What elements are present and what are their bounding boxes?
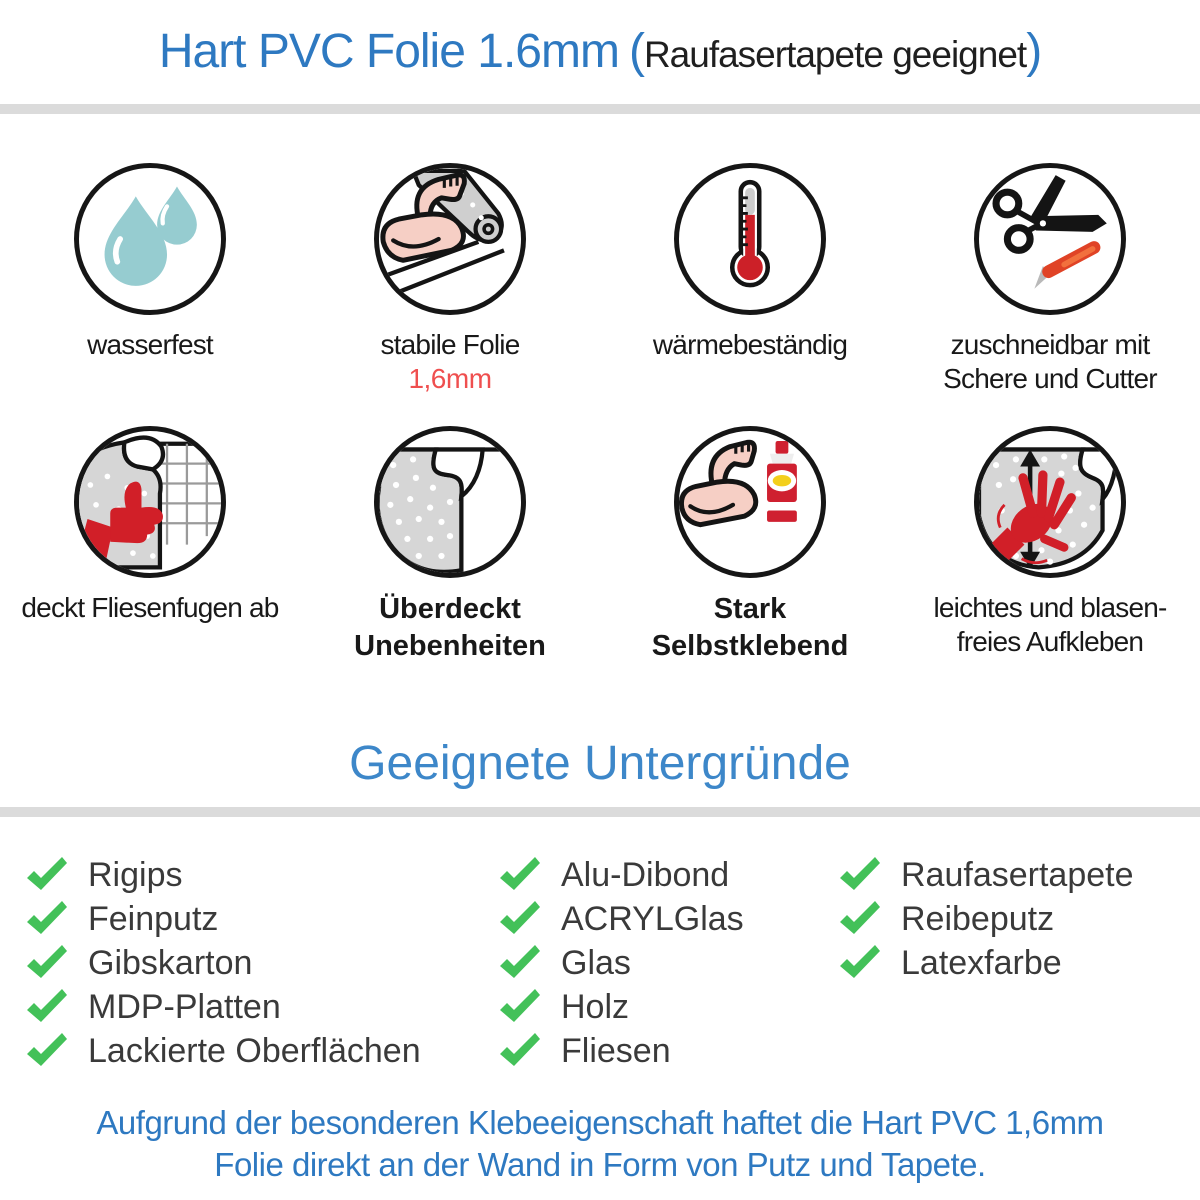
tile-thumb-icon	[74, 426, 226, 578]
feature-label-line2: Unebenheiten	[354, 630, 546, 662]
list-item	[838, 897, 1134, 941]
water-drops-icon	[74, 163, 226, 315]
divider-bar	[0, 807, 1200, 817]
feature-label: Überdeckt	[379, 593, 521, 625]
page-title	[0, 24, 1200, 79]
list-item	[25, 853, 421, 897]
substrate-label: Alu-Dibond	[561, 855, 730, 894]
feature-bubble-free	[900, 426, 1200, 665]
list-item	[25, 941, 421, 985]
check-icon	[838, 901, 882, 937]
check-icon	[25, 989, 69, 1025]
check-icon	[25, 945, 69, 981]
feature-label: stabile Folie	[380, 329, 520, 360]
substrates-column-2	[498, 853, 744, 1073]
note-line-1: Aufgrund der besonderen Klebeeigenschaft haftet die Hart PVC 1,6mm	[96, 1104, 1104, 1141]
feature-covers-unevenness	[300, 426, 600, 665]
check-icon	[838, 857, 882, 893]
substrate-label: Reibeputz	[901, 899, 1055, 938]
scissors-cutter-icon	[974, 163, 1126, 315]
list-item	[498, 985, 744, 1029]
list-item	[498, 941, 744, 985]
feature-label: deckt Fliesenfugen ab	[21, 592, 279, 623]
feature-heat-resistant	[600, 163, 900, 396]
check-icon	[25, 1033, 69, 1069]
feature-label: Stark	[713, 593, 787, 625]
substrate-label: Glas	[561, 943, 631, 982]
check-icon	[498, 989, 542, 1025]
substrates-column-3	[838, 853, 1134, 985]
list-item	[498, 897, 744, 941]
substrate-label: MDP-Platten	[88, 987, 281, 1026]
muscle-foil-icon	[374, 163, 526, 315]
substrate-label: Holz	[561, 987, 630, 1026]
muscle-glue-icon	[674, 426, 826, 578]
feature-label-line2: Selbstklebend	[651, 630, 849, 662]
substrate-label: Rigips	[88, 855, 183, 894]
substrate-label: Raufasertapete	[901, 855, 1134, 894]
feature-label: wärmebeständig	[652, 329, 848, 360]
check-icon	[498, 945, 542, 981]
hand-smooth-icon	[974, 426, 1126, 578]
feature-row-2	[0, 426, 1200, 665]
title-paren-close: )	[1026, 25, 1042, 78]
check-icon	[25, 857, 69, 893]
covered-foil-icon	[374, 426, 526, 578]
feature-label-line2: Schere und Cutter	[943, 363, 1157, 394]
feature-label: zuschneidbar mit	[950, 329, 1150, 360]
substrate-label: ACRYLGlas	[561, 899, 744, 938]
divider-bar	[0, 104, 1200, 114]
title-subtitle: Raufasertapete geeignet	[643, 34, 1027, 75]
feature-label: wasserfest	[87, 329, 213, 360]
list-item	[498, 1029, 744, 1073]
list-item	[25, 897, 421, 941]
check-icon	[498, 901, 542, 937]
feature-cuttable	[900, 163, 1200, 396]
check-icon	[498, 857, 542, 893]
feature-stable-foil	[300, 163, 600, 396]
feature-thickness-label: 1,6mm	[408, 363, 492, 394]
title-paren-open: (	[628, 25, 644, 78]
list-item	[25, 1029, 421, 1073]
check-icon	[25, 901, 69, 937]
title-main: Hart PVC Folie 1.6mm	[158, 25, 619, 78]
substrate-label: Lackierte Oberflächen	[88, 1031, 421, 1070]
feature-waterproof	[0, 163, 300, 396]
list-item	[838, 941, 1134, 985]
note-line-2: Folie direkt an der Wand in Form von Putz und Tapete.	[214, 1146, 986, 1183]
list-item	[498, 853, 744, 897]
feature-label: leichtes und blasen-	[933, 592, 1167, 623]
thermometer-icon	[674, 163, 826, 315]
substrates-column-1	[25, 853, 421, 1073]
feature-label-line2: freies Aufkleben	[956, 626, 1144, 657]
adhesive-note	[0, 1102, 1200, 1186]
list-item	[838, 853, 1134, 897]
substrate-label: Latexfarbe	[901, 943, 1062, 982]
check-icon	[838, 945, 882, 981]
feature-self-adhesive	[600, 426, 900, 665]
substrate-label: Fliesen	[561, 1031, 671, 1070]
check-icon	[498, 1033, 542, 1069]
feature-covers-tile-joints	[0, 426, 300, 665]
substrates-heading: Geeignete Untergründe	[349, 737, 851, 790]
feature-row-1	[0, 163, 1200, 396]
list-item	[25, 985, 421, 1029]
substrate-label: Feinputz	[88, 899, 219, 938]
substrate-label: Gibskarton	[88, 943, 253, 982]
